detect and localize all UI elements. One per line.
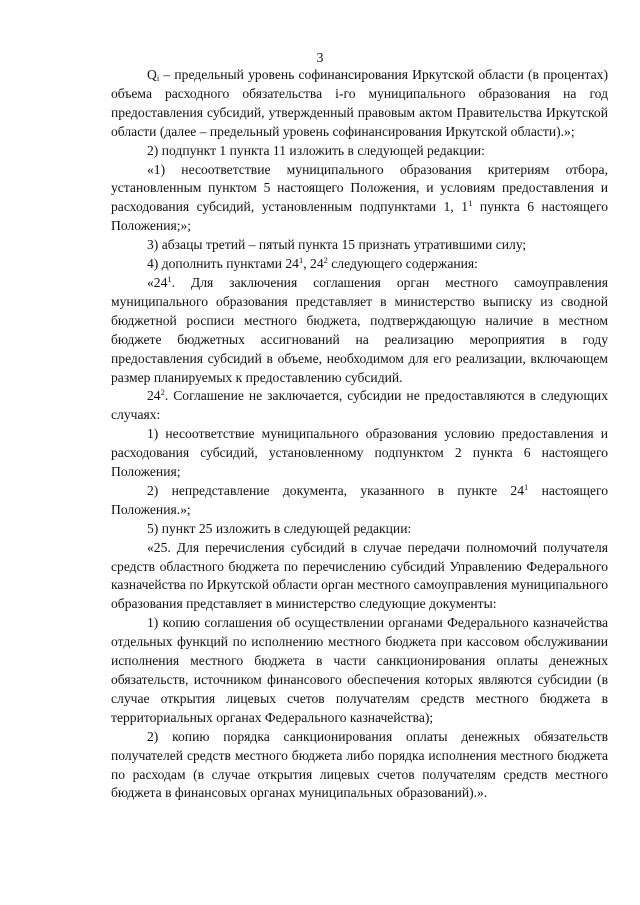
paragraph-case-2 [111, 482, 608, 520]
quote-subitem-1-text: «1) несоответствие муниципального образования критериям отбора, установленным пунктом 5 настоящего Положения, и условиям предоставления и расходования субсидий, установленным подпунктами 1, 1 [111, 161, 608, 215]
item-4-part-b: , 24 [303, 256, 324, 272]
superscript: 1 [468, 198, 473, 209]
paragraph-doc-1: 1) копию соглашения об осуществлении органами Федерального казначейства отдельных функций по исполнению местного бюджета при кассовом обслуживании исполнения местного бюджета в части санкционирования оплаты денежных обязательств, источником финансового обеспечения которых являются субсидии (в случае открытия лицевых счетов получателям средств местного бюджета в территориальных органах Федерального казначейства); [111, 615, 608, 725]
paragraph-case-1: 1) несоответствие муниципального образования условию предоставления и расходования субсидий, установленному подпунктом 2 пункта 6 настоящего Положения; [111, 426, 608, 480]
item-4-part-c: следующего содержания: [327, 256, 478, 272]
case-2-tail: настоящего Положения.»; [111, 482, 609, 517]
superscript: 1 [524, 481, 529, 492]
p24-2-text: . Соглашение не заключается, субсидии не предоставляются в следующих случаях: [111, 388, 608, 423]
superscript: 1 [298, 255, 304, 266]
document-body [111, 66, 608, 803]
paragraph-25: «25. Для перечисления субсидий в случае передачи полномочий получателя средств областного бюджета по перечислению субсидий Управлению Федерального казначейства по Иркутской области орган местного самоуправления муниципального образования представляет в министерство следующие документы: [111, 539, 608, 612]
p24-1-text: . Для заключения соглашения орган местного самоуправления муниципального образования представляет в министерство выписку из сводной бюджетной росписи местного бюджета, подтверждающую наличие в местном бюджете бюджетных ассигнований на реализацию мероприятия в году предоставления субсидий в объеме, необходимом для его реализации, включающем размер планируемых к предоставлению субсидий. [111, 274, 608, 385]
paragraph-item-3: 3) абзацы третий – пятый пункта 15 признать утратившими силу; [147, 237, 527, 253]
q-symbol: Q [147, 67, 157, 82]
case-2-text: 2) непредставление документа, указанного в пункте 24 [147, 482, 525, 498]
p24-1-number: «24 [147, 274, 168, 290]
page-number: 3 [316, 51, 324, 66]
superscript: 2 [160, 387, 165, 398]
superscript: 2 [323, 255, 328, 266]
paragraph-24-2 [111, 387, 608, 425]
paragraph-quote-subitem-1 [111, 161, 608, 237]
q-subscript: i [156, 73, 160, 83]
quote-subitem-1-tail: пункта 6 настоящего Положения;»; [111, 199, 608, 234]
paragraph-item-5: 5) пункт 25 изложить в следующей редакции: [147, 520, 412, 536]
item-4-part-a: 4) дополнить пунктами 24 [147, 256, 299, 272]
paragraph-24-1 [111, 274, 608, 387]
q-definition-text: – предельный уровень софинансирования Иркутской области (в процентах) объема расходного обязательства i-го муниципального образования на год предоставления субсидий, утвержденный правовым актом Правительства Иркутской области (далее – предельный уровень софинансирования Иркутской области).»; [111, 67, 608, 139]
paragraph-item-2: 2) подпункт 1 пункта 11 изложить в следующей редакции: [147, 142, 485, 158]
paragraph-q-definition [111, 66, 608, 142]
superscript: 1 [167, 273, 172, 284]
paragraph-doc-2: 2) копию порядка санкционирования оплаты денежных обязательств получателей средств местного бюджета либо порядка исполнения местного бюджета по расходам (в случае открытия лицевых счетов получателям средств местного бюджета в финансовых органах муниципальных образований).». [111, 728, 608, 801]
p24-2-number: 24 [147, 388, 161, 404]
paragraph-item-4 [111, 255, 608, 274]
